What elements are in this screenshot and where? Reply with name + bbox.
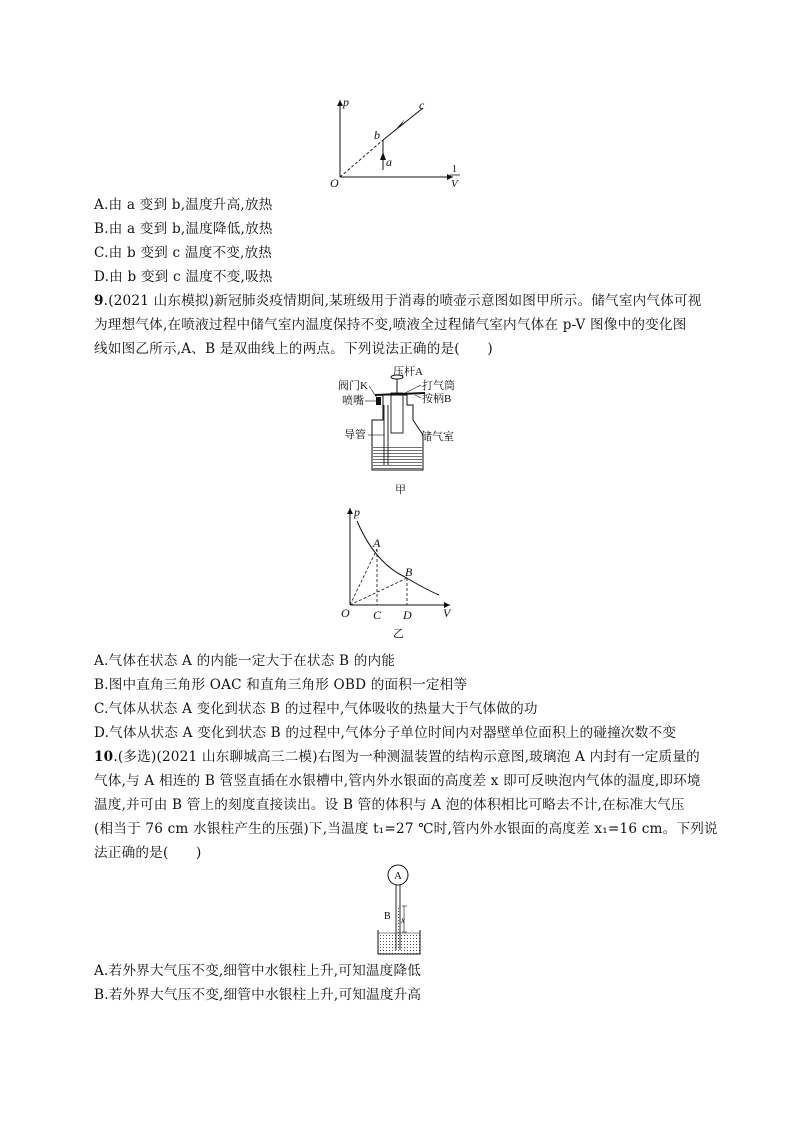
q9-stem-line2: 为理想气体,在喷液过程中储气室内温度保持不变,喷液全过程储气室内气体在 p-V 图像中的变化图	[94, 317, 687, 333]
figure-p-invV-graph	[325, 92, 470, 192]
isotherm-curve	[357, 521, 439, 595]
origin-label: O	[330, 176, 339, 190]
q8-option-c: C.由 b 变到 c 温度不变,放热	[94, 245, 273, 261]
caption-yi: 乙	[393, 628, 404, 640]
label-B: B	[384, 911, 391, 922]
q9-option-b: B.图中直角三角形 OAC 和直角三角形 OBD 的面积一定相等	[94, 677, 468, 693]
caption-jia: 甲	[395, 484, 406, 495]
figure-pV-graph	[335, 503, 460, 643]
axis-label-V: V	[451, 178, 458, 190]
label-valve: 阀门K	[338, 380, 368, 392]
label-handle: 按柄B	[422, 393, 452, 405]
label-tube: 导管	[344, 429, 366, 441]
q9-number: 9	[94, 293, 104, 309]
point-label-A: A	[373, 536, 381, 550]
dashed-line-o-b	[340, 140, 383, 177]
q10-number: 10	[94, 749, 114, 765]
line-b-c	[383, 108, 423, 140]
tick-label-C: C	[373, 608, 382, 622]
point-label-a: a	[386, 155, 392, 169]
q8-option-b: B.由 a 变到 b,温度降低,放热	[94, 221, 273, 237]
point-label-c: c	[419, 98, 425, 112]
figure-thermometer	[370, 862, 430, 957]
q10-option-b: B.若外界大气压不变,细管中水银柱上升,可知温度升高	[94, 987, 422, 1003]
origin-label: O	[341, 606, 350, 620]
label-nozzle: 喷嘴	[342, 395, 364, 407]
q10-option-a: A.若外界大气压不变,细管中水银柱上升,可知温度降低	[94, 963, 422, 979]
pump-cylinder	[391, 393, 403, 433]
q10-stem-line4: (相当于 76 cm 水银柱产生的压强)下,当温度 t₁=27 ℃时,管内外水银面的高度差 x₁=16 cm。下列说	[94, 821, 718, 837]
axis-label-V: V	[443, 606, 451, 620]
figure-spray-bottle	[335, 365, 460, 495]
axis-label-1: 1	[452, 164, 457, 175]
axis-label-p: p	[343, 95, 349, 109]
label-press: 压杆A	[393, 366, 423, 378]
q10-stem-line2: 气体,与 A 相连的 B 管竖直插在水银槽中,管内外水银面的高度差 x 即可反映泡内气体的温度,即环境	[94, 773, 701, 789]
q9-option-d: D.气体从状态 A 变化到状态 B 的过程中,气体分子单位时间内对器壁单位面积上的碰撞次数不变	[94, 725, 677, 741]
q8-option-d: D.由 b 变到 c 温度不变,吸热	[94, 269, 273, 285]
handle-bar	[375, 393, 425, 395]
q9-option-c: C.气体从状态 A 变化到状态 B 的过程中,气体吸收的热量大于气体做的功	[94, 701, 538, 717]
q9-stem-line3: 线如图乙所示,A、B 是双曲线上的两点。下列说法正确的是( )	[94, 341, 493, 357]
q10-stem-line5: 法正确的是( )	[94, 845, 202, 861]
label-pump: 打气筒	[422, 380, 455, 392]
tick-label-D: D	[403, 608, 412, 622]
point-label-b: b	[374, 128, 380, 142]
bottle-liquid	[373, 445, 422, 469]
q9-stem-line1: 9.(2021 山东模拟)新冠肺炎疫情期间,某班级用于消毒的喷壶示意图如图甲所示。储气室内气体可视	[94, 293, 702, 309]
label-chamber: 储气室	[421, 431, 454, 443]
q10-stem-line3: 温度,并可由 B 管上的刻度直接读出。设 B 管的体积与 A 泡的体积相比可略去不计,在标准大气压	[94, 797, 685, 813]
q10-stem-line1: 10.(多选)(2021 山东聊城高三二模)右图为一种测温装置的结构示意图,玻璃泡 A 内封有一定质量的	[94, 749, 700, 765]
point-label-B: B	[405, 565, 413, 579]
q8-option-a: A.由 a 变到 b,温度升高,放热	[94, 197, 273, 213]
label-x: x	[401, 915, 405, 925]
q9-option-a: A.气体在状态 A 的内能一定大于在状态 B 的内能	[94, 653, 396, 669]
axis-label-p: p	[354, 505, 360, 519]
label-A: A	[394, 870, 402, 882]
